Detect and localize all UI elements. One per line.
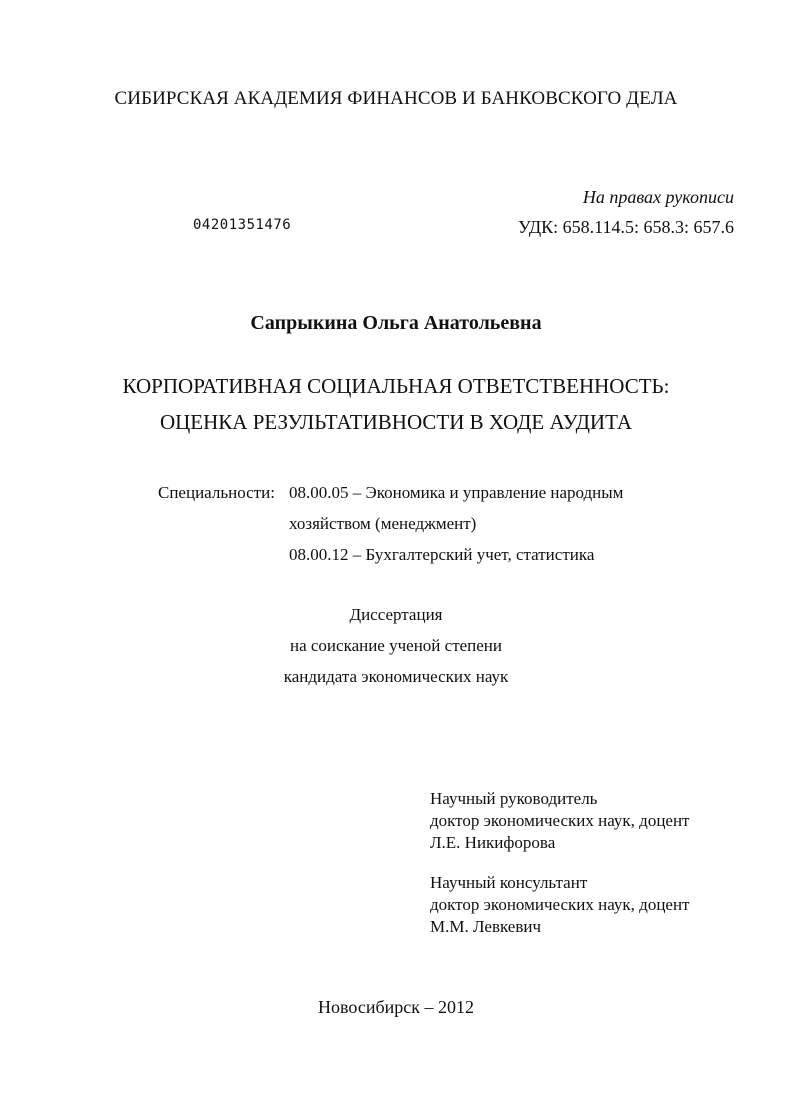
specialty-2: 08.00.12 – Бухгалтерский учет, статистика: [289, 545, 595, 564]
degree-name: кандидата экономических наук: [283, 667, 509, 686]
udc-code: УДК: 658.114.5: 658.3: 657.6: [517, 217, 734, 237]
degree-purpose: на соискание ученой степени: [289, 636, 503, 655]
supervisor-name: Л.Е. Никифорова: [430, 833, 556, 852]
specialty-1-line-1: 08.00.05 – Экономика и управление народным: [289, 483, 624, 502]
specialties-label: Специальности:: [158, 483, 275, 502]
supervisor-degree: доктор экономических наук, доцент: [430, 811, 690, 830]
specialty-1-line-2: хозяйством (менеджмент): [289, 514, 477, 533]
library-stamp-number: 04201351476: [193, 217, 292, 233]
consultant-role: Научный консультант: [430, 873, 588, 892]
supervisor-role: Научный руководитель: [430, 789, 598, 808]
consultant-degree: доктор экономических наук, доцент: [430, 895, 690, 914]
author-name: Сапрыкина Ольга Анатольевна: [250, 312, 542, 334]
consultant-name: М.М. Левкевич: [430, 917, 542, 936]
thesis-title-line-2: ОЦЕНКА РЕЗУЛЬТАТИВНОСТИ В ХОДЕ АУДИТА: [159, 410, 633, 434]
manuscript-rights-note: На правах рукописи: [582, 187, 734, 207]
dissertation-label: Диссертация: [349, 605, 443, 624]
institution-name: СИБИРСКАЯ АКАДЕМИЯ ФИНАНСОВ И БАНКОВСКОГО ДЕЛА: [114, 88, 678, 109]
thesis-title-line-1: КОРПОРАТИВНАЯ СОЦИАЛЬНАЯ ОТВЕТСТВЕННОСТЬ:: [122, 374, 670, 398]
city-year: Новосибирск – 2012: [318, 997, 474, 1017]
